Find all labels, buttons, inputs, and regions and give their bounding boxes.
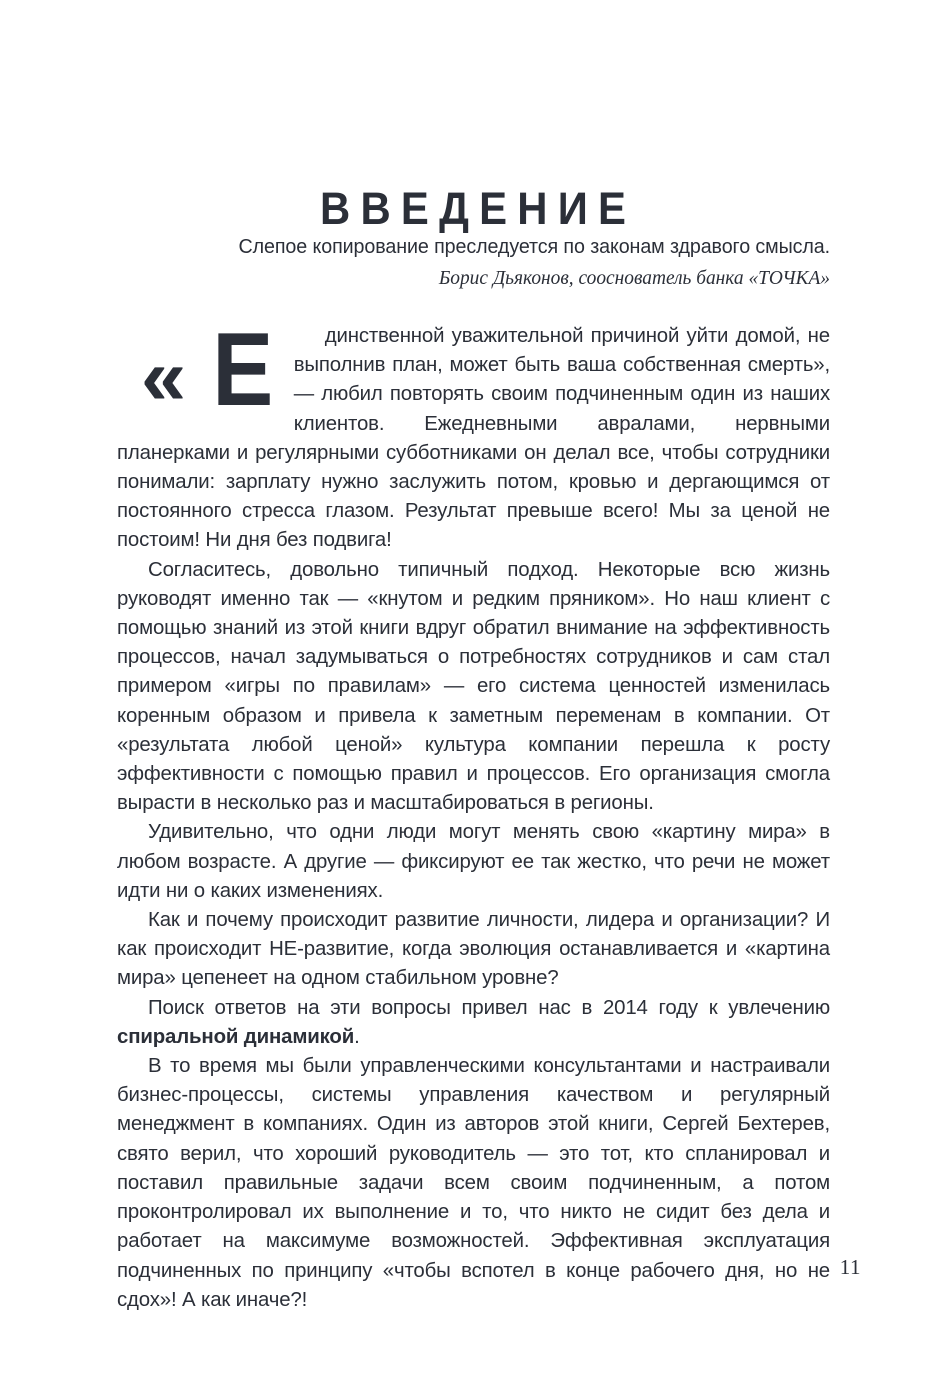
page-number: 11 (839, 1255, 861, 1279)
paragraph-2-text: Согласитесь, довольно типичный подход. Некоторые всю жизнь руководят именно так — «кнутом и редким пряником». Но наш клиент с помощью знаний из этой книги вдруг обратил внимание на эффективность процессов, начал задумываться о потребностях сотрудников и сам стал примером «игры по правилам» — его система ценностей изменилась коренным образом и привела к заметным переменам в компании. От «результата любой ценой» культура компании перешла к росту эффективности с помощью правил и процессов. Его организация смогла вырасти в несколько раз и масштабироваться в регионы. (117, 558, 830, 815)
epigraph-quote: Слепое копирование преследуется по законам здравого смысла. (238, 235, 830, 258)
paragraph-6 (117, 1052, 830, 1315)
epigraph-attribution: Борис Дьяконов, сооснователь банка «ТОЧКА» (438, 267, 830, 289)
drop-cap-cluster (110, 312, 294, 428)
spiral-dynamics-term: спиральной динамикой (117, 1025, 355, 1048)
epigraph (117, 232, 830, 293)
drop-cap-letter: Е (211, 312, 273, 428)
paragraph-2 (117, 556, 830, 819)
paragraph-6-text: В то время мы были управленческими консультантами и настраивали бизнес-процессы, системы управления качеством и регулярный менеджмент в компаниях. Один из авторов этой книги, Сергей Бехтерев, свято верил, что хороший руководитель — это тот, кто спланировал и поставил правильные задачи всем своим подчиненным, а потом проконтролировал их выполнение и то, что никто не сидит без дела и работает на максимуме возможностей. Эффективная эксплуатация подчиненных по принципу «чтобы вспотел в конце рабочего дня, но не сдох»! А как иначе?! (117, 1055, 830, 1311)
paragraph-1-text: динственной уважительной причиной уйти домой, не выполнив план, может быть ваша собственная смерть», — любил повторять своим подчиненным один из наших клиентов. Ежедневными авралами, нервными планерками и регулярными субботниками он делал все, чтобы сотрудники понимали: зарплату нужно заслужить потом, кровью и дергающимся от постоянного стресса глазом. Результат превыше всего! Мы за ценой не постоим! Ни дня без подвига! (117, 325, 830, 552)
paragraph-5 (117, 994, 830, 1052)
paragraph-1 (117, 312, 830, 556)
paragraph-5-text-after-bold: . (354, 1025, 360, 1048)
paragraph-4 (117, 906, 830, 994)
paragraph-3 (117, 818, 830, 906)
body-text (117, 312, 830, 1315)
paragraph-5-text-before-bold: Поиск ответов на эти вопросы привел нас в 2014 году к увлечению (148, 996, 830, 1019)
paragraph-3-text: Удивительно, что одни люди могут менять свою «картину мира» в любом возрасте. А другие — фиксируют ее так жестко, что речи не может идти ни о каких изменениях. (117, 821, 830, 902)
page-title: ВВЕДЕНИЕ (320, 183, 637, 235)
paragraph-4-text: Как и почему происходит развитие личности, лидера и организации? И как происходит НЕ-развитие, когда эволюция останавливается и «картина мира» цепенеет на одном стабильном уровне? (117, 909, 830, 990)
open-guillemet-icon: « (140, 332, 183, 421)
